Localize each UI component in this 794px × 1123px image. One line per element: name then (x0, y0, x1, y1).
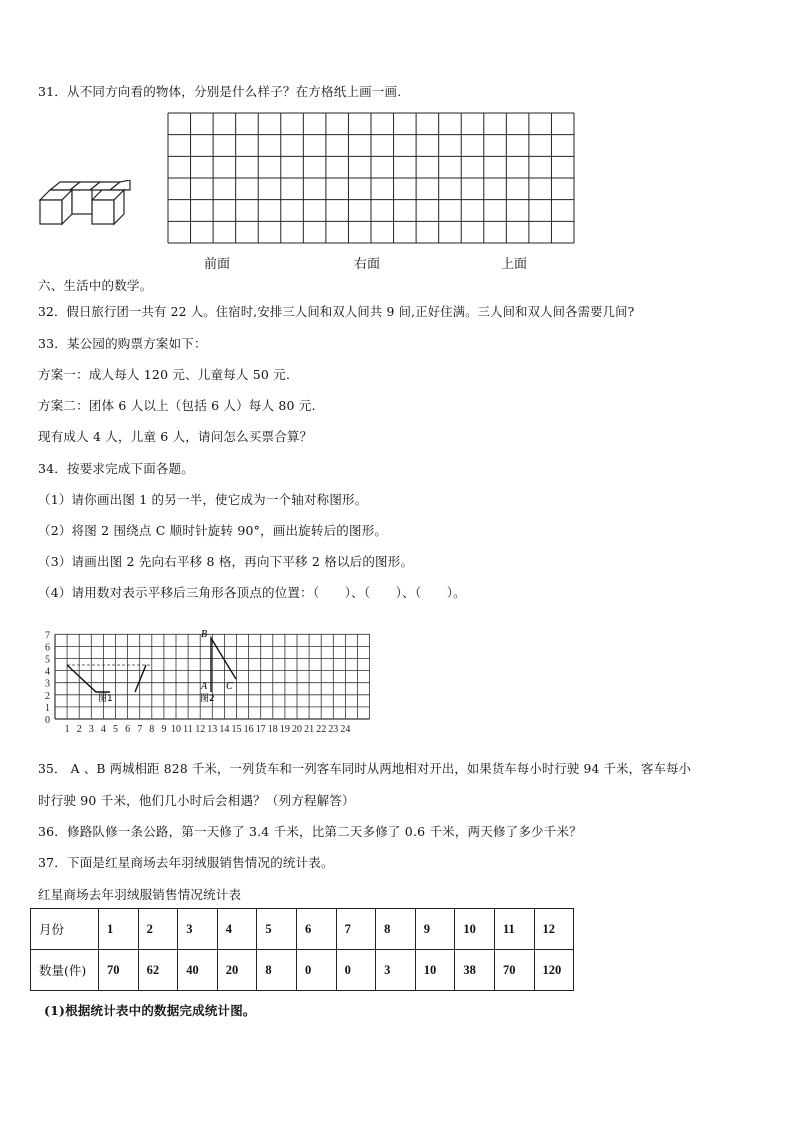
x-tick-label: 15 (231, 724, 242, 735)
square-grid-paper[interactable] (167, 112, 575, 244)
x-tick-label: 19 (279, 724, 290, 735)
y-tick-label: 5 (45, 654, 50, 666)
x-tick-label: 20 (292, 724, 302, 735)
point-c-label: C (226, 681, 233, 692)
quantity-cell: 0 (296, 950, 336, 991)
q36-text: 36．修路队修一条公路，第一天修了 3.4 千米，比第二天多修了 0.6 千米，两天修了多少千米？ (38, 824, 582, 839)
month-cell: 9 (415, 909, 455, 950)
x-tick-label: 9 (161, 724, 167, 735)
x-tick-label: 2 (76, 724, 82, 735)
y-tick-label: 3 (45, 678, 50, 690)
x-tick-label: 14 (219, 724, 230, 735)
point-b-label: B (201, 629, 208, 640)
x-tick-label: 1 (64, 724, 70, 735)
y-tick-label: 7 (45, 630, 50, 642)
table-row-quantities (31, 950, 574, 991)
x-tick-label: 4 (100, 724, 106, 735)
cube-figure (38, 180, 138, 228)
quantity-cell: 70 (494, 950, 534, 991)
x-tick-label: 12 (195, 724, 206, 735)
x-tick-label: 11 (183, 724, 193, 735)
month-cell: 3 (178, 909, 218, 950)
point-a-label: A (201, 681, 208, 692)
q34-sub3: （3）请画出图 2 先向右平移 8 格，再向下平移 2 格以后的图形。 (38, 554, 414, 569)
view-top-label: 上面 (501, 257, 528, 272)
month-cell: 7 (336, 909, 376, 950)
x-tick-label: 16 (243, 724, 254, 735)
figure-1-label: 图1 (98, 694, 113, 704)
quantity-cell: 120 (534, 950, 574, 991)
view-front-label: 前面 (204, 257, 231, 272)
month-cell: 11 (494, 909, 534, 950)
x-tick-label: 24 (340, 724, 351, 735)
x-tick-label: 18 (267, 724, 278, 735)
quantity-cell: 8 (257, 950, 297, 991)
q35-line2: 时行驶 90 千米，他们几小时后会相遇？（列方程解答） (38, 793, 355, 808)
figure-2-label: 图2 (200, 694, 215, 704)
month-cell: 12 (534, 909, 574, 950)
quantity-cell: 40 (178, 950, 218, 991)
quantity-cell: 0 (336, 950, 376, 991)
quantity-cell: 38 (455, 950, 495, 991)
x-tick-label: 22 (316, 724, 327, 735)
q31-text: 31．从不同方向看的物体，分别是什么样子？在方格纸上画一画. (38, 84, 402, 99)
month-cell: 2 (138, 909, 178, 950)
q37-text: 37．下面是红星商场去年羽绒服销售情况的统计表。 (38, 855, 334, 870)
q33-question: 现有成人 4 人，儿童 6 人，请问怎么买票合算？ (38, 429, 313, 444)
coordinate-grid[interactable] (40, 620, 380, 738)
month-cell: 1 (99, 909, 139, 950)
month-cell: 4 (217, 909, 257, 950)
x-tick-label: 6 (125, 724, 131, 735)
row-header-quantity: 数量(件) (31, 950, 99, 991)
month-cell: 10 (455, 909, 495, 950)
quantity-cell: 3 (376, 950, 416, 991)
quantity-cell: 62 (138, 950, 178, 991)
q34-sub1: （1）请你画出图 1 的另一半，使它成为一个轴对称图形。 (38, 492, 368, 507)
x-tick-label: 17 (255, 724, 266, 735)
x-tick-label: 3 (88, 724, 94, 735)
y-tick-label: 0 (45, 715, 50, 726)
table-row-months (31, 909, 574, 950)
q33-plan1: 方案一：成人每人 120 元、儿童每人 50 元. (38, 367, 291, 382)
q34-sub4: （4）请用数对表示平移后三角形各顶点的位置：（ ）、（ ）、（ ）。 (38, 585, 466, 600)
sales-table (30, 908, 574, 991)
x-tick-label: 8 (149, 724, 155, 735)
quantity-cell: 20 (217, 950, 257, 991)
q32-text: 32．假日旅行团一共有 22 人。住宿时,安排三人间和双人间共 9 间,正好住满。三人间和双人间各需要几间? (38, 305, 635, 319)
q33-plan2: 方案二：团体 6 人以上（包括 6 人）每人 80 元. (38, 398, 316, 413)
q33-title: 33．某公园的购票方案如下： (38, 336, 207, 351)
table-title: 红星商场去年羽绒服销售情况统计表 (38, 887, 242, 902)
row-header-month: 月份 (31, 909, 99, 950)
x-tick-label: 23 (328, 724, 339, 735)
q35-line1: 35． A 、B 两城相距 828 千米，一列货车和一列客车同时从两地相对开出，如果货车每小时行驶 94 千米，客车每小 (38, 762, 692, 776)
x-tick-label: 5 (113, 724, 118, 735)
x-tick-label: 21 (304, 724, 315, 735)
month-cell: 6 (296, 909, 336, 950)
x-tick-label: 13 (207, 724, 218, 735)
q37-sub1: (1)根据统计表中的数据完成统计图。 (44, 1003, 256, 1018)
quantity-cell: 70 (99, 950, 139, 991)
view-right-label: 右面 (354, 257, 381, 272)
section-heading: 六、生活中的数学。 (38, 278, 153, 293)
month-cell: 8 (376, 909, 416, 950)
y-tick-label: 1 (45, 702, 50, 714)
quantity-cell: 10 (415, 950, 455, 991)
y-tick-label: 2 (45, 690, 50, 702)
q34-title: 34．按要求完成下面各题。 (38, 461, 195, 476)
x-tick-label: 7 (137, 724, 143, 735)
x-tick-label: 10 (171, 724, 181, 735)
figure-1-right-stroke (135, 665, 146, 692)
q34-sub2: （2）将图 2 围绕点 C 顺时针旋转 90°，画出旋转后的图形。 (38, 523, 388, 538)
y-tick-label: 4 (45, 666, 50, 678)
y-tick-label: 6 (45, 642, 50, 654)
month-cell: 5 (257, 909, 297, 950)
